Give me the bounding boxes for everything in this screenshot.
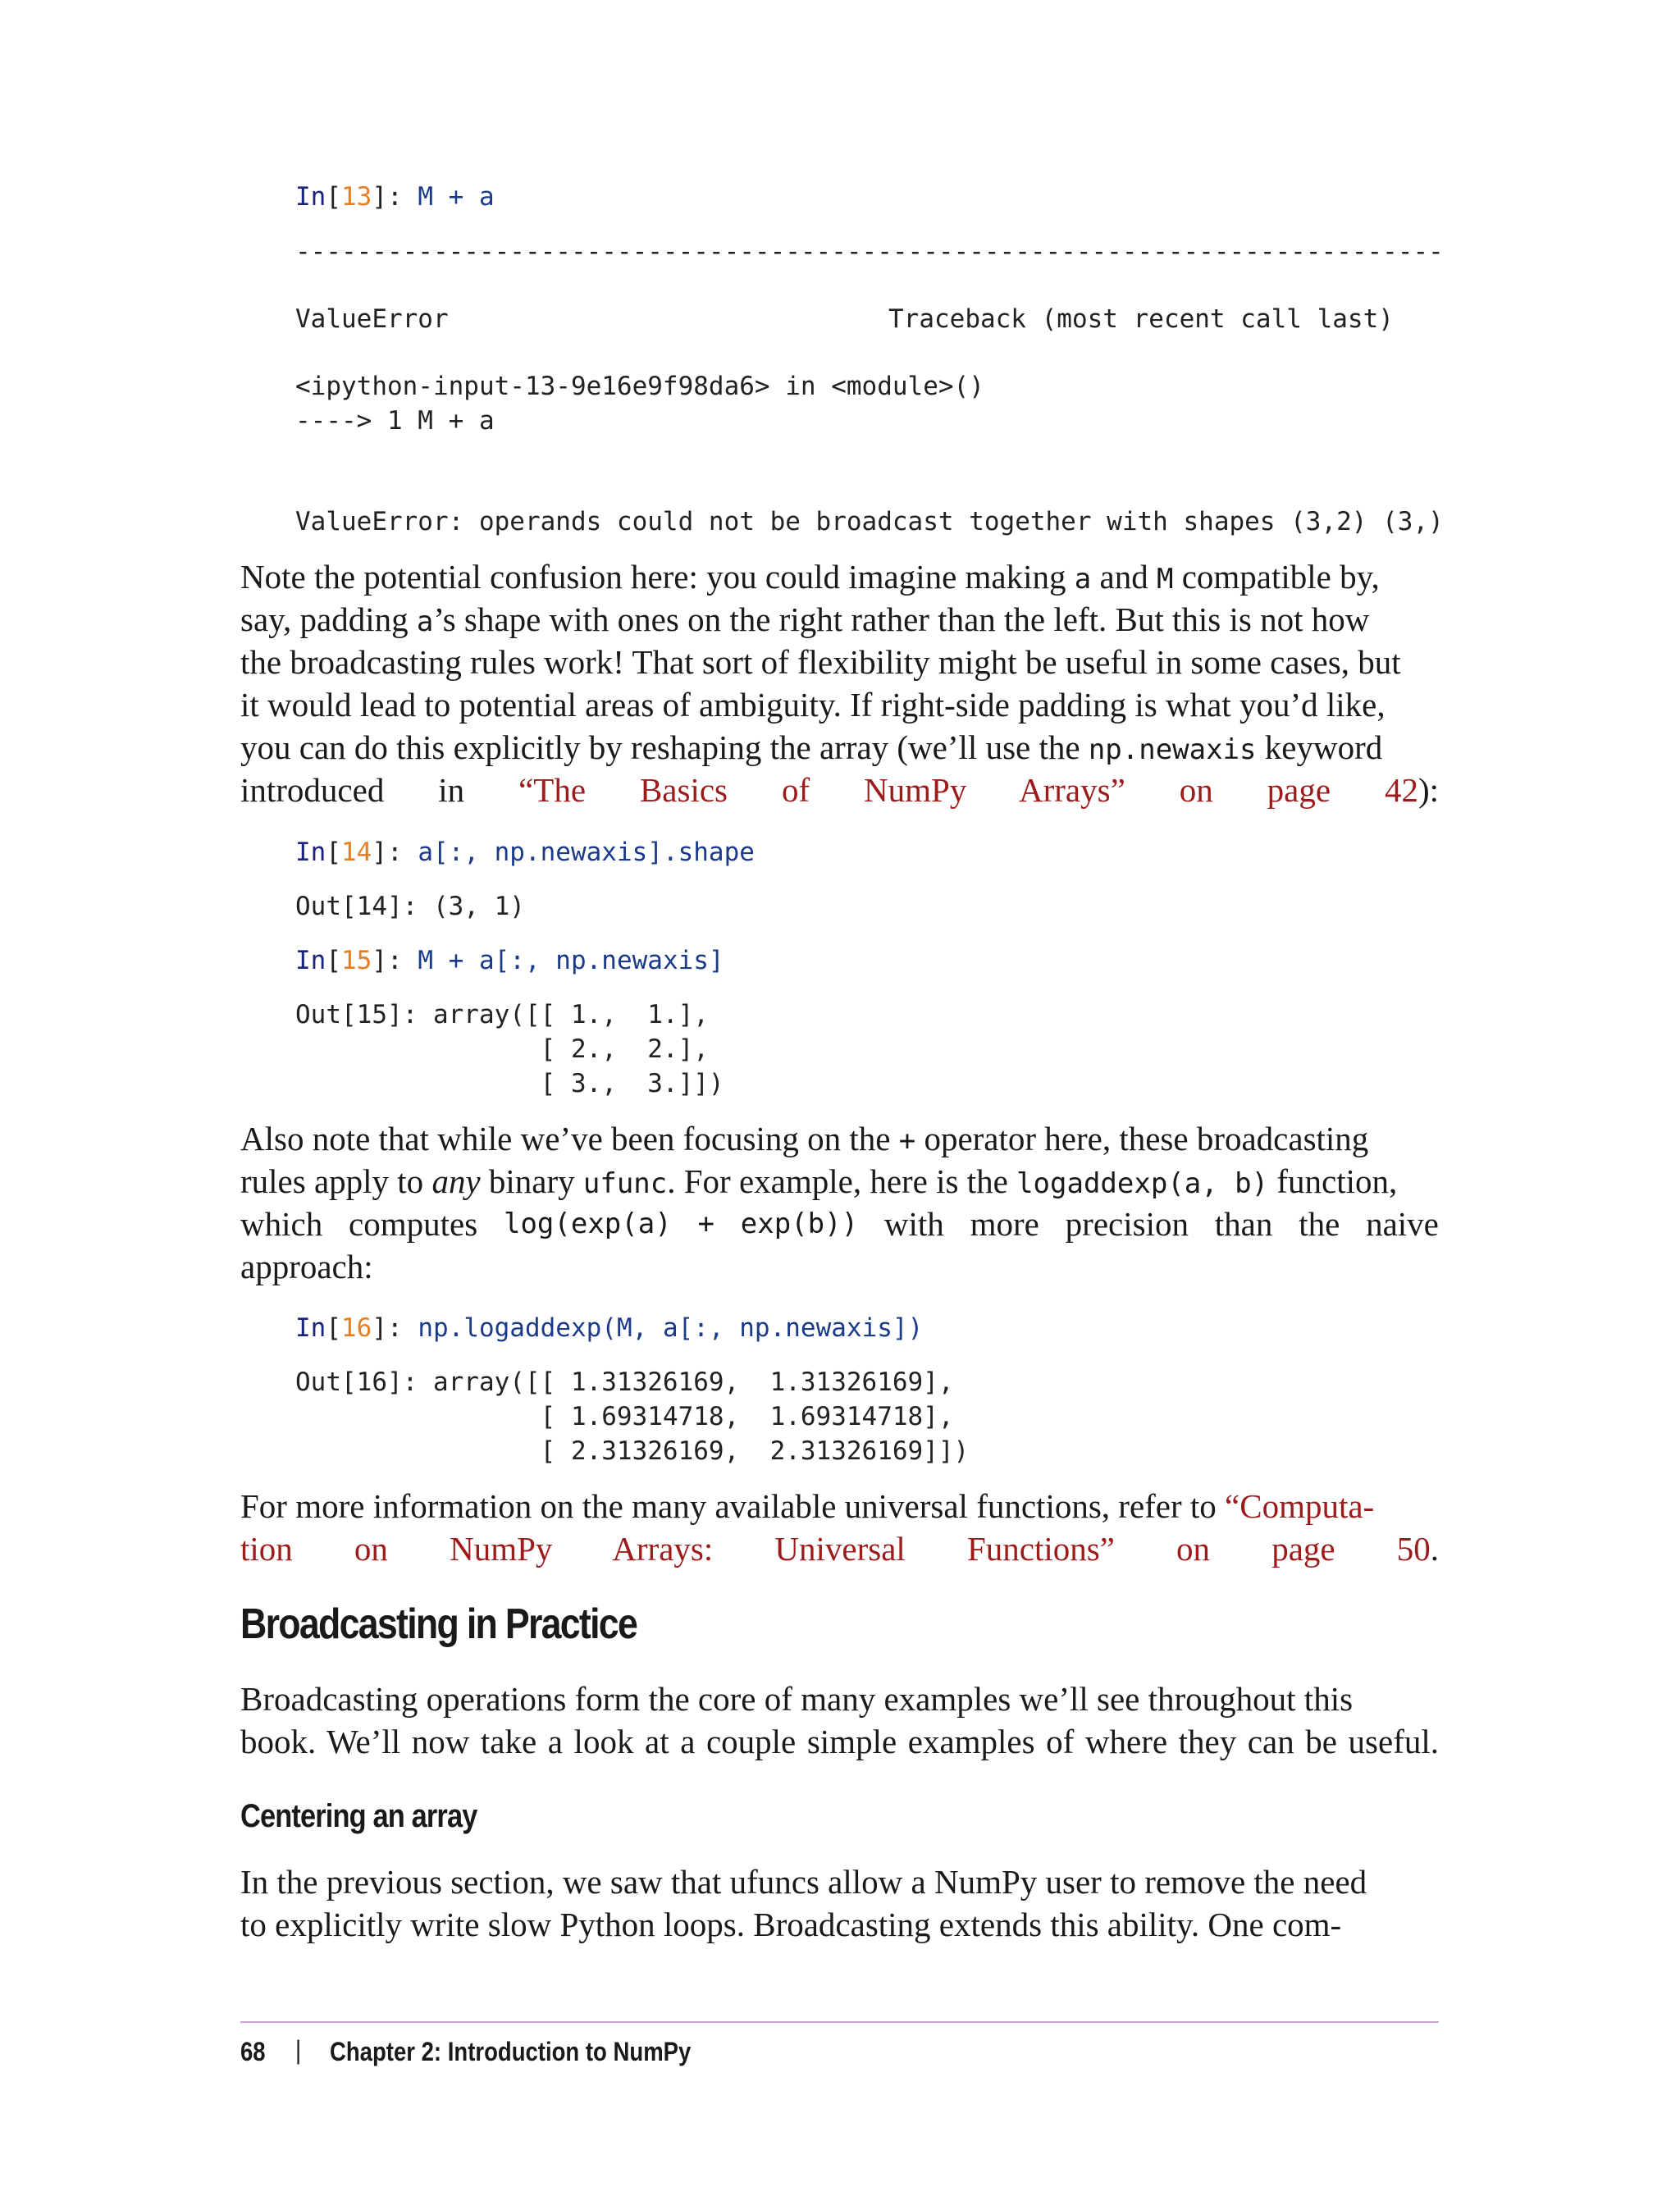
paragraph-centering: In the previous section, we saw that ufuncs allow a NumPy user to remove the need to explicitly write slow Python loops. Broadcasting extends this ability. One com- xyxy=(240,1863,1367,1943)
code-input: M + a xyxy=(418,182,495,212)
code-input-13: In[13]: M + a xyxy=(295,182,495,212)
code-output-14: Out[14]: (3, 1) xyxy=(295,892,525,921)
code-input-14: In[14]: a[:, np.newaxis].shape xyxy=(295,838,755,867)
code-output-16: Out[16]: array([[ 1.31326169, 1.31326169], [ 1.69314718, 1.69314718], [ 2.31326169, 2.31326169]]) xyxy=(295,1367,970,1466)
code-input-16: In[16]: np.logaddexp(M, a[:, np.newaxis]) xyxy=(295,1313,924,1343)
footer-separator: | xyxy=(295,2035,302,2065)
paragraph-more-info: For more information on the many available universal functions, refer to “Computa- tion on NumPy Arrays: Universal Functions” on page 50. xyxy=(240,1487,1439,1568)
paragraph-binary-ufunc: Also note that while we’ve been focusing on the + operator here, these broadcasting rules apply to any binary ufunc. For example, here is the logaddexp(a, b) function, which computes log(exp(a) + exp(b)) with more precision than the naive approach: xyxy=(240,1120,1439,1285)
link-basics-numpy-arrays[interactable]: “The Basics of NumPy Arrays” on page 42 xyxy=(518,771,1418,809)
link-computation-ufuncs-cont[interactable]: tion on NumPy Arrays: Universal Functions” on page 50 xyxy=(240,1530,1431,1568)
code-output-15: Out[15]: array([[ 1., 1.], [ 2., 2.], [ 3., 3.]]) xyxy=(295,1000,724,1098)
link-computation-ufuncs[interactable]: “Computa- xyxy=(1225,1487,1375,1525)
input-reference: <ipython-input-13-9e16e9f98da6> in <module>() xyxy=(295,372,984,401)
code-input-15: In[15]: M + a[:, np.newaxis] xyxy=(295,946,724,975)
paragraph-broadcast-confusion: Note the potential confusion here: you could imagine making a and M compatible by, say, padding a’s shape with ones on the right rather than the left. But this is not how the broadcasting rules work! That sort of flexibility might be useful in some cases, but it would lead to potential areas of ambiguity. If right-side padding is what you’d like, you can do this explicitly by reshaping the array (we’ll use the np.newaxis keyword introduced in “The Basics of NumPy Arrays” on page 42): xyxy=(240,558,1439,809)
error-name: ValueError xyxy=(295,304,449,334)
footer-page-number: 68 xyxy=(240,2037,266,2066)
footer-chapter: Chapter 2: Introduction to NumPy xyxy=(330,2037,692,2066)
cell-number: 13 xyxy=(341,182,372,212)
error-message: ValueError: operands could not be broadcast together with shapes (3,2) (3,) xyxy=(295,507,1444,536)
traceback-label: Traceback (most recent call last) xyxy=(888,304,1394,334)
traceback-rule: --------------------------------------------------------------------------- xyxy=(295,237,1444,267)
paragraph-broadcasting-practice: Broadcasting operations form the core of many examples we’ll see throughout this book. We’ll now take a look at a couple simple examples of where they can be useful. xyxy=(240,1680,1439,1760)
footer-rule xyxy=(240,2021,1439,2023)
arrow-line: ----> 1 M + a xyxy=(295,406,495,436)
section-heading: Broadcasting in Practice xyxy=(240,1600,637,1648)
in-prompt: In xyxy=(295,182,326,212)
subsection-heading: Centering an array xyxy=(240,1798,477,1834)
